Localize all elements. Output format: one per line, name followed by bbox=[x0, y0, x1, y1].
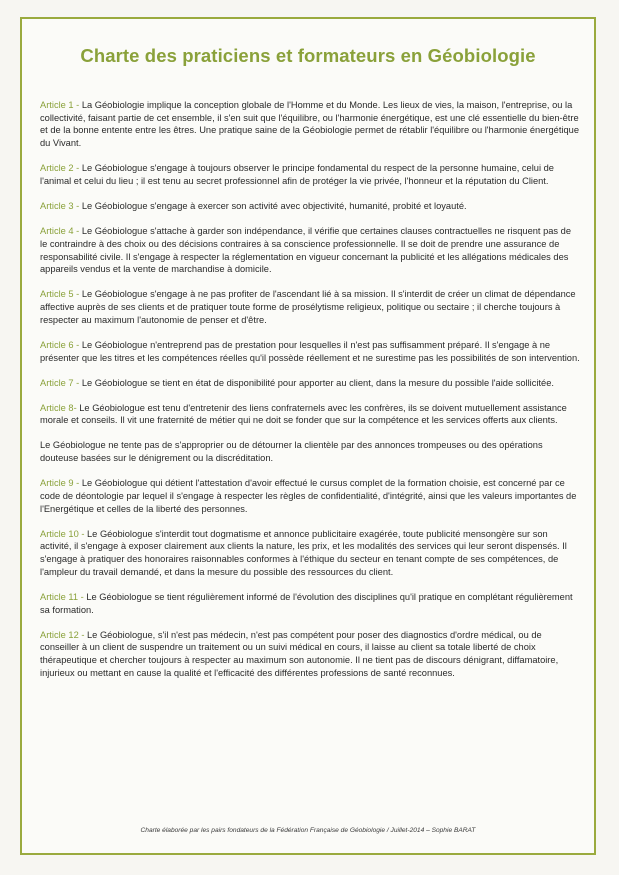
article-7 bbox=[40, 377, 580, 390]
article-2 bbox=[40, 162, 580, 187]
article-6 bbox=[40, 339, 580, 364]
article-label: Article 5 - bbox=[40, 289, 82, 300]
article-text: Le Géobiologue s'engage à toujours observer le principe fondamental du respect de la personne humaine, celui de l'animal et celui du lieu ; il est tenu au secret professionnel afin de protéger la vie privée, l'honneur et la réputation du Client. bbox=[40, 163, 554, 186]
article-label: Article 6 - bbox=[40, 339, 82, 350]
article-8-continued bbox=[40, 439, 580, 464]
article-text: Le Géobiologue n'entreprend pas de prestation pour lesquelles il n'est pas suffisamment préparé. Il s'engage à ne présenter que les titres et les compétences réelles qu'il possède réellement et ne surestime pas les possibilités de son intervention. bbox=[40, 339, 580, 363]
article-text: Le Géobiologue s'interdit tout dogmatisme et annonce publicitaire exagérée, toute publicité mensongère sur son activité, il s'engage à exposer clairement aux clients la nature, les prix, et les modalités des services qui leur seront dispensés. Il s'engage à pratiquer des honoraires raisonnables conformes à l'éthique du secteur en tenant compte de ses compétences, de l'ampleur du travail demandé, et dans la mesure du possible des ressources du client. bbox=[40, 528, 567, 577]
article-12 bbox=[40, 629, 580, 680]
article-1 bbox=[40, 99, 580, 150]
article-5 bbox=[40, 288, 580, 326]
article-text: Le Géobiologue est tenu d'entretenir des liens confraternels avec les confrères, ils se doivent mutuellement assistance morale et conseils. Il vit une fraternité de métier qui ne doit se fonder que sur la compétence et les services offerts aux clients. bbox=[40, 402, 567, 426]
article-4 bbox=[40, 225, 580, 276]
article-10 bbox=[40, 528, 580, 579]
article-9 bbox=[40, 477, 580, 515]
article-text: Le Géobiologue se tient en état de disponibilité pour apporter au client, dans la mesure du possible l'aide sollicitée. bbox=[81, 377, 554, 388]
document-page bbox=[20, 17, 596, 855]
article-label: Article 4 - bbox=[40, 226, 82, 237]
document-body bbox=[40, 99, 580, 680]
article-label: Article 10 - bbox=[40, 528, 88, 539]
article-text: Le Géobiologue qui détient l'attestation d'avoir effectué le cursus complet de la formation choisie, est concerné par ce code de déontologie par lequel il s'engage à respecter les règles de confidentialité, d'intégrité, ainsi que les valeurs importantes de l'Energétique et celles de la liberté des personnes. bbox=[40, 478, 577, 514]
article-label: Article 12 - bbox=[40, 629, 88, 640]
article-11 bbox=[40, 591, 580, 616]
article-label: Article 8- bbox=[40, 402, 80, 413]
article-text: Le Géobiologue s'engage à ne pas profiter de l'ascendant lié à sa mission. Il s'interdit de créer un climat de dépendance affective auprès de ses clients et de pratiquer toute forme de prosélytisme religieux, politique ou sectaire ; il cherche toujours à respecter au maximum l'autonomie de penser et d'être. bbox=[40, 289, 576, 325]
article-label: Article 7 - bbox=[40, 377, 82, 388]
article-8 bbox=[40, 402, 580, 427]
article-text: La Géobiologie implique la conception globale de l'Homme et du Monde. Les lieux de vies, la maison, l'entreprise, ou la collectivité, faisant partie de cet ensemble, il s'en suit que l'équilibre, ou l'harmonie énergétique, est une clé essentielle du bien-être et de la bonne entente entre les êtres. Une pratique saine de la Géobiologie permet de rétablir l'équilibre ou l'harmonie énergétique du Vivant. bbox=[40, 100, 579, 149]
article-text: Le Géobiologue, s'il n'est pas médecin, n'est pas compétent pour poser des diagnostics d'ordre médical, ou de conseiller à un client de suspendre un traitement ou un suivi médical en cours, il laisse au client sa totale liberté de choix thérapeutique et chercher toujours à respecter au maximum son autonomie. Il ne tient pas de discours dénigrant, diffamatoire, injurieux ou mettant en cause la qualité et l'efficacité des différentes professions de santé reconnues. bbox=[40, 629, 559, 678]
article-label: Article 3 - bbox=[40, 201, 82, 211]
article-text: Le Géobiologue s'attache à garder son indépendance, il vérifie que certaines clauses contractuelles ne risquent pas de le contraindre à des choix ou des décisions contraires à sa conscience professionnelle. Il se doit de prendre une assurance de responsabilité civile. Il s'engage à respecter la réglementation en vigueur concernant la publicité et les allégations médicales des appareils vendus et la vente de marchandise à domicile. bbox=[40, 226, 572, 275]
document-footer: Charte élaborée par les pairs fondateurs de la Fédération Française de Géobiologie / Juillet-2014 – Sophie BARAT bbox=[140, 827, 476, 834]
article-label: Article 11 - bbox=[40, 591, 87, 602]
article-label: Article 2 - bbox=[40, 163, 82, 174]
article-text: Le Géobiologue se tient régulièrement informé de l'évolution des disciplines qu'il pratique en complétant régulièrement sa formation. bbox=[40, 591, 573, 615]
article-label: Article 9 - bbox=[40, 478, 82, 489]
article-text: Le Géobiologue s'engage à exercer son activité avec objectivité, humanité, probité et loyauté. bbox=[81, 201, 467, 211]
article-text: Le Géobiologue ne tente pas de s'approprier ou de détourner la clientèle par des annonces trompeuses ou des opérations douteuse basées sur le dénigrement ou la discréditation. bbox=[40, 440, 543, 464]
article-label: Article 1 - bbox=[40, 100, 82, 110]
article-3 bbox=[40, 200, 580, 213]
document-title: Charte des praticiens et formateurs en Géobiologie bbox=[80, 45, 536, 66]
